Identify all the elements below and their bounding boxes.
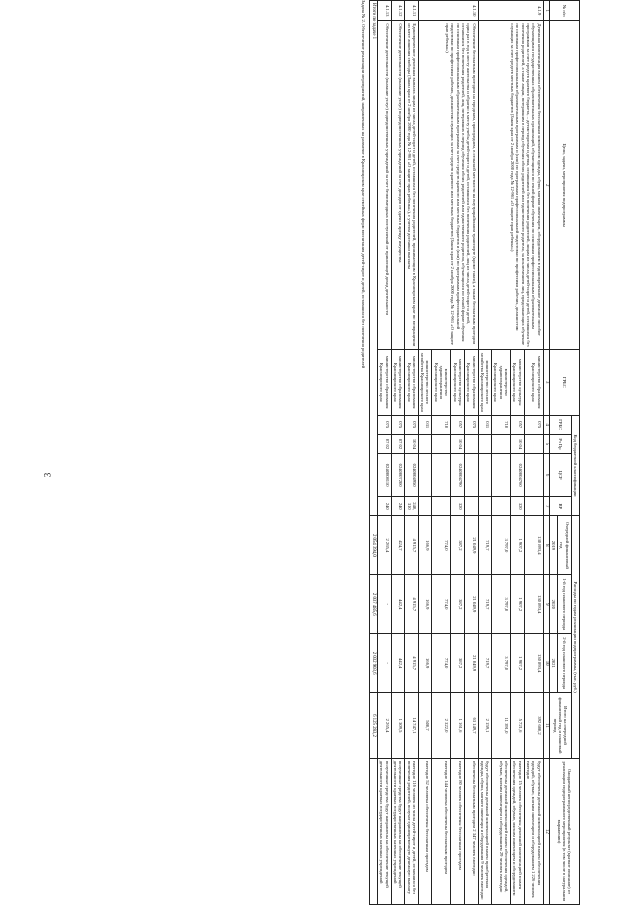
rzpr-code — [464, 434, 478, 453]
activity-name: Единовременное денежная выплата лицам из числа детей-сирот и детей, оставшихся без попечения родителей, проживающим в Красноярском крае по возвращении из мест лишения свободы (Закон края от 2 ноября 2000 года № 12-961 «О защите прав ребенка»), с учетом доставки выплаты — [405, 21, 419, 350]
grbs-code: 075 — [405, 415, 419, 434]
amount-2021: 387,2 — [451, 634, 465, 693]
grbs-code: 710 — [432, 415, 451, 434]
csr-code: 0240004790 — [451, 454, 465, 497]
amount-2020: 3 797,0 — [492, 575, 511, 634]
vr-code: 240 — [378, 497, 392, 516]
csr-code: 0240007200 — [391, 454, 405, 497]
total-result — [369, 758, 377, 904]
amount-2020: 442,4 — [391, 575, 405, 634]
grbs-code: 031 — [478, 415, 492, 434]
csr-code: 0240004760 — [511, 454, 525, 497]
expected-result: полученные средства будут направлены на обеспечение текущей деятельности краевых государственных казенных учреждений — [378, 758, 392, 904]
grbs-name: министерство образования Красноярского края — [464, 349, 478, 415]
amount-2020: 1 907,2 — [511, 575, 525, 634]
amount-total: 500,7 — [418, 693, 432, 759]
grbs-code: 710 — [492, 415, 511, 434]
amount-2021: 1 907,2 — [511, 634, 525, 693]
grbs-code: 075 — [464, 415, 478, 434]
activity-name: Денежная компенсация взамен обеспечения бесплатным комплектом одежды, обуви, мягким инвентарем, оборудованием в единовременное денежное пособие обучающимся государственных образовательных организаций, обучающимся по очной форме обучения по основным профессиональным образовательным программам за счет средств краевого бюджета, – детям-сиротам и детям, оставшимся без попечения родителей, лицам из числа детей-сирот и детей, оставшихся без попечения родителей, а также лицам, потерявшим в период обучения обоих родителей или единственного родителя, за исключением лиц, продолжающих обучение по основным профессиональным образовательным программам и (или) по программам профессиональной подготовки по профессиям рабочих, должностям служащих за счет средств местных бюджетов (Закон края от 2 ноября 2000 года № 12-961 «О защите прав ребенка») — [478, 21, 543, 350]
vr-code — [478, 497, 492, 516]
amount-2021: 166,9 — [418, 634, 432, 693]
amount-2021: - — [378, 634, 392, 693]
header-result: Ожидаемый непосредственный результат (краткое описание) от реализации подпрограммного мероприятия (в том числе в натуральном выражении) — [549, 758, 579, 904]
csr-code — [418, 454, 432, 497]
expected-result: ежегодно 116 человек из числа детей-сирот и детей, оставшихся без попечения родителей, получат единовременную денежную выплату — [405, 758, 419, 904]
expected-result: ежегодно 52 человека обеспечены бесплатным проездом — [418, 758, 432, 904]
amount-2020: 21 049,9 — [464, 575, 478, 634]
activity-name: Обеспечение деятельности (оказание услуг) подведомственных учреждений за счет безвозмездных поступлений от приносящей доход деятельности — [378, 21, 392, 350]
total-2020: 2 037 485,6 — [369, 575, 377, 634]
total-2019: 2 054 394,0 — [369, 516, 377, 575]
amount-2020: 166,9 — [418, 575, 432, 634]
amount-2019: 130 893,4 — [524, 516, 543, 575]
vr-code: 320 — [511, 497, 525, 516]
amount-2021: 4 915,7 — [405, 634, 419, 693]
row-number: 4.1.12 — [391, 1, 405, 21]
subprogram-table — [369, 0, 580, 905]
amount-2019: 4 915,7 — [405, 516, 419, 575]
header-2019: 2019 — [549, 516, 557, 575]
csr-code — [464, 454, 478, 497]
page-number: 3 — [42, 472, 53, 478]
csr-code: 0240004950 — [405, 454, 419, 497]
activity-name: Обеспечение деятельности (оказание услуг) подведомственных учреждений за счет доходов от сдачи в аренду имущества — [391, 21, 405, 350]
vr-code — [492, 497, 511, 516]
grbs-name: министерство лесного хозяйства Красноярского края — [478, 349, 492, 415]
row-number: 4.1.11 — [405, 1, 419, 21]
amount-total: 392 680,2 — [524, 693, 543, 759]
grbs-name: министерство здравоохранения Красноярского края — [432, 349, 451, 415]
csr-code — [478, 454, 492, 497]
row-number: 4.1.10 — [418, 1, 478, 21]
column-number: 1 — [543, 1, 549, 21]
column-number: 4 — [543, 415, 549, 434]
rzpr-code — [432, 434, 451, 453]
amount-total: 14 747,1 — [405, 693, 419, 759]
rzpr-code — [478, 434, 492, 453]
rzpr-code: 07 02 — [378, 434, 392, 453]
column-number: 2 — [543, 21, 549, 350]
amount-total: 11 391,0 — [492, 693, 511, 759]
amount-2019: 21 049,9 — [464, 516, 478, 575]
amount-2020: 387,2 — [451, 575, 465, 634]
column-number: 10 — [543, 634, 549, 693]
header-expenses: Расходы по годам реализации подпрограммы, (тыс. руб.) — [571, 516, 579, 758]
amount-2019: 774,0 — [432, 516, 451, 575]
total-row — [369, 1, 377, 905]
table-row — [464, 1, 478, 905]
vr-code: 240 — [391, 497, 405, 516]
row-number: 4.1.13 — [378, 1, 392, 21]
amount-2019: 2 265,4 — [378, 516, 392, 575]
grbs-code: 057 — [451, 415, 465, 434]
expected-result: будут обеспечены денежной компенсацией взамен приобретения одежды, обуви, мягкого инвентаря и оборудования 9 человек ежегодно — [478, 758, 492, 904]
header-grbs: ГРБС — [549, 349, 579, 415]
grbs-name: министерство образования Красноярского края — [524, 349, 543, 415]
column-number: 3 — [543, 349, 549, 415]
header-year-first: 1-й год планового периода — [558, 575, 572, 634]
header-grbs-code: ГРБС — [549, 415, 571, 434]
expected-result: обеспечены бесплатным проездом 2 347 человек ежегодно — [464, 758, 478, 904]
total-label: Итого по задаче 1 — [369, 1, 377, 516]
amount-2019: 719,7 — [478, 516, 492, 575]
grbs-name: министерство культуры Красноярского края — [451, 349, 465, 415]
header-budget-code: Код бюджетной классификации — [571, 415, 579, 516]
expected-result: ежегодно 80 человек обеспечены бесплатным проездом — [451, 758, 465, 904]
amount-total: 63 149,7 — [464, 693, 478, 759]
column-number: 5 — [543, 434, 549, 453]
amount-total: 1 309,5 — [391, 693, 405, 759]
grbs-name: министерство культуры Красноярского края — [511, 349, 525, 415]
table-row — [378, 1, 392, 905]
table-row — [524, 1, 543, 905]
table-body — [378, 1, 543, 905]
column-number: 7 — [543, 497, 549, 516]
amount-2021: 21 049,9 — [464, 634, 478, 693]
grbs-code: 075 — [391, 415, 405, 434]
column-numbers-row — [543, 1, 549, 905]
header-year-total: Итого на очередной финансовый год и плановый период — [549, 693, 571, 759]
column-number: 9 — [543, 575, 549, 634]
grbs-name: министерство образования Красноярского края — [391, 349, 405, 415]
amount-total: 2 265,4 — [378, 693, 392, 759]
column-number: 11 — [543, 693, 549, 759]
budget-table-sheet — [60, 0, 580, 905]
rzpr-code: 07 02 — [391, 434, 405, 453]
column-number: 6 — [543, 454, 549, 497]
amount-2021: 774,0 — [432, 634, 451, 693]
rzpr-code: 10 04 — [451, 434, 465, 453]
grbs-name: министерство образования Красноярского края — [378, 349, 392, 415]
amount-total: 1 161,6 — [451, 693, 465, 759]
rzpr-code: 10 04 — [511, 434, 525, 453]
amount-2020: - — [378, 575, 392, 634]
grbs-name: министерство образования Красноярского края — [405, 349, 419, 415]
grbs-code: 031 — [418, 415, 432, 434]
amount-2021: 719,7 — [478, 634, 492, 693]
amount-2021: 3 797,0 — [492, 634, 511, 693]
vr-code: 240, 310 — [405, 497, 419, 516]
grbs-name: министерство здравоохранения Красноярского края — [492, 349, 511, 415]
amount-2021: 130 893,4 — [524, 634, 543, 693]
header-year-second: 2-й год планового периода — [558, 634, 572, 693]
amount-2020: 4 915,7 — [405, 575, 419, 634]
table-row — [405, 1, 419, 905]
amount-total: 2 159,1 — [478, 693, 492, 759]
vr-code — [432, 497, 451, 516]
rzpr-code: 10 04 — [405, 434, 419, 453]
expected-result: ежегодно 15 человек обеспечены денежной компенсацией взамен обеспечения одеждой, обувью, мягким инвентарем и оборудованием — [511, 758, 525, 904]
footnote: Задача № 2. Обеспечение реализации мероприятий, направленных на развитие в Красноярском крае семейных форм воспитания детей-сирот и детей, оставшихся без попечения родителей — [360, 0, 366, 369]
header-rzpr: Рз Пр — [549, 434, 571, 453]
amount-2019: 1 907,2 — [511, 516, 525, 575]
grbs-name: министерство лесного хозяйства Красноярского края — [418, 349, 432, 415]
activity-name: Обеспечение бесплатным проездом на городском, пригородном, в сельской местности на внутрирайонном транспорте (кроме такси), а также бесплатным проездом один раз в год к месту жительства и обратно к месту учебы детей-сирот и детей, оставшихся без попечения родителей, лиц из числа детей-сирот и детей, оставшихся без попечения родителей, лиц, потерявших в период обучения обоих родителей или единственного родителя, обучающихся по очной форме обучения по основным профессиональным образовательным программам за счет средств краевого или местных бюджетов и (или) по программам профессиональной подготовки по профессиям рабочих, должностям служащих за счет средств краевого или местных бюджетов (Закон края от 2 ноября 2000 года № 12-961 «О защите прав ребенка») — [418, 21, 478, 350]
column-number: 8 — [543, 516, 549, 575]
expected-result: полученные средства будут направлены на обеспечение текущей деятельности краевых государственных казенных учреждений — [391, 758, 405, 904]
amount-2019: 424,7 — [391, 516, 405, 575]
table-row — [391, 1, 405, 905]
header-vr: ВР — [549, 497, 571, 516]
csr-code: 0240008110 — [378, 454, 392, 497]
header-csr: ЦСР — [549, 454, 571, 497]
total-sum: 6 125 283,2 — [369, 693, 377, 759]
vr-code — [524, 497, 543, 516]
rzpr-code — [492, 434, 511, 453]
header-year-current: Очередной финансовый год — [558, 516, 572, 575]
amount-2020: 774,0 — [432, 575, 451, 634]
amount-2019: 387,2 — [451, 516, 465, 575]
amount-2019: 3 797,0 — [492, 516, 511, 575]
amount-2020: 130 893,4 — [524, 575, 543, 634]
amount-2021: 442,4 — [391, 634, 405, 693]
grbs-code: 057 — [511, 415, 525, 434]
csr-code — [524, 454, 543, 497]
vr-code — [464, 497, 478, 516]
header-no: № п/п — [549, 1, 579, 21]
expected-result: будут обеспечены денежной компенсацией взамен обеспечения одеждой, обувью, мягким инвентарем и оборудованием 1 226 человек ежегодно — [524, 758, 543, 904]
amount-total: 5 721,6 — [511, 693, 525, 759]
header-2021: 2021 — [549, 634, 557, 693]
grbs-code: 075 — [524, 415, 543, 434]
header-name: Цели, задачи, мероприятия подпрограммы — [549, 21, 579, 350]
vr-code — [418, 497, 432, 516]
grbs-code: 075 — [378, 415, 392, 434]
vr-code: 320 — [451, 497, 465, 516]
amount-2019: 166,9 — [418, 516, 432, 575]
header-2020: 2020 — [549, 575, 557, 634]
expected-result: ежегодно 144 человека обеспечены бесплатным проездом — [432, 758, 451, 904]
total-2021: 2 032 903,6 — [369, 634, 377, 693]
amount-total: 2 322,0 — [432, 693, 451, 759]
rzpr-code — [524, 434, 543, 453]
column-number: 12 — [543, 758, 549, 904]
rzpr-code — [418, 434, 432, 453]
row-number: 4.1.9 — [478, 1, 543, 21]
csr-code — [432, 454, 451, 497]
csr-code — [492, 454, 511, 497]
expected-result: обеспечены денежной компенсацией взамен обеспечения одеждой, обувью, мягким инвентарем и оборудованием 29 человек ежегодно — [492, 758, 511, 904]
amount-2020: 719,7 — [478, 575, 492, 634]
